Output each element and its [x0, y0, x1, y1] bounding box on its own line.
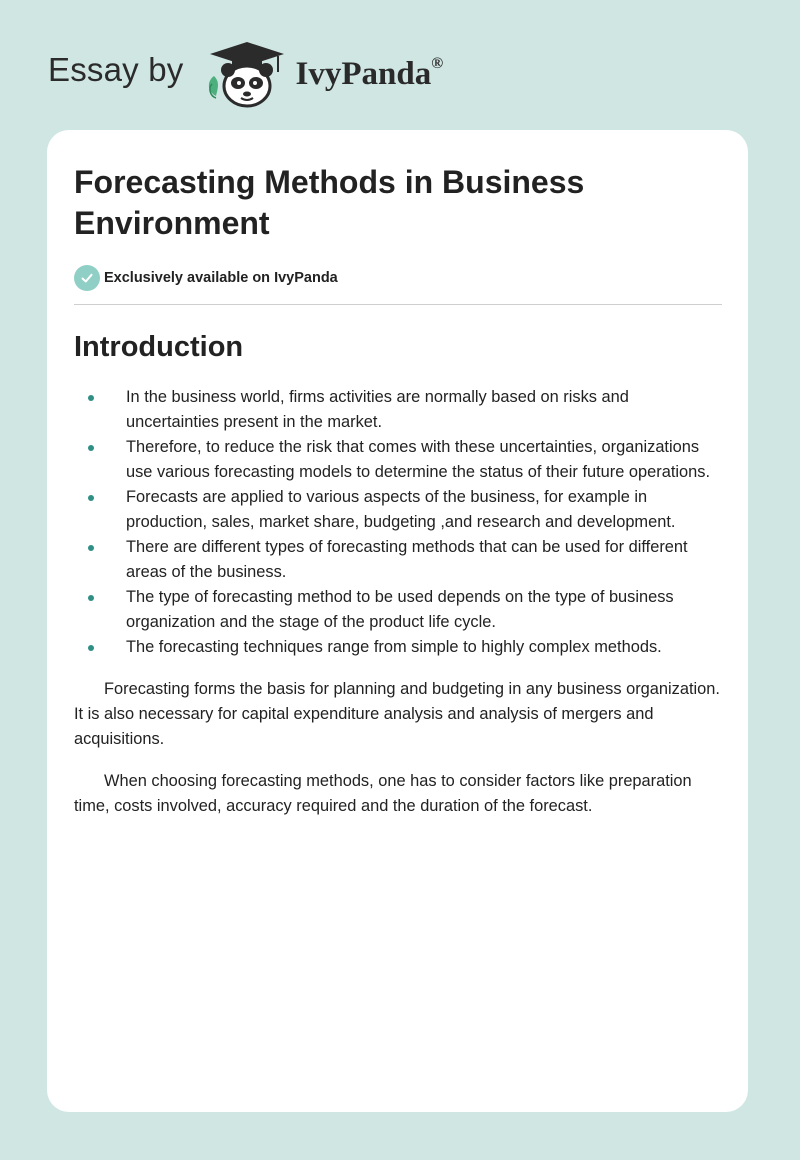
bullet-dot-icon	[88, 395, 94, 401]
registered-mark: ®	[431, 54, 444, 72]
section-heading: Introduction	[74, 331, 244, 363]
list-item	[74, 585, 722, 635]
essay-by-label: Essay by	[48, 51, 184, 88]
body-paragraph: When choosing forecasting methods, one has to consider factors like preparation time, costs involved, accuracy required and the duration of the forecast.	[74, 772, 692, 815]
bullet-dot-icon	[88, 445, 94, 451]
site-header	[48, 34, 443, 114]
list-item-text: There are different types of forecasting methods that can be used for different areas of the business.	[126, 538, 688, 581]
list-item	[74, 485, 722, 535]
bullet-dot-icon	[88, 495, 94, 501]
exclusive-badge	[74, 264, 722, 292]
bullet-list	[74, 385, 722, 660]
title-divider	[74, 304, 722, 305]
bullet-dot-icon	[88, 645, 94, 651]
bullet-dot-icon	[88, 595, 94, 601]
list-item	[74, 385, 722, 435]
list-item-text: The forecasting techniques range from simple to highly complex methods.	[126, 638, 662, 656]
essay-title: Forecasting Methods in Business Environment	[74, 164, 585, 241]
list-item-text: Therefore, to reduce the risk that comes with these uncertainties, organizations use various forecasting models to determine the status of their future operations.	[126, 438, 711, 481]
brand-name	[296, 56, 444, 93]
list-item-text: In the business world, firms activities are normally based on risks and uncertainties present in the market.	[126, 388, 629, 431]
ivypanda-logo-icon[interactable]	[202, 36, 292, 112]
essay-content	[74, 162, 722, 819]
list-item-text: The type of forecasting method to be used depends on the type of business organization and the stage of the product life cycle.	[126, 588, 674, 631]
body-paragraph: Forecasting forms the basis for planning and budgeting in any business organization. It is also necessary for capital expenditure analysis and analysis of mergers and acquisitions.	[74, 680, 720, 748]
brand-text: IvyPanda	[295, 55, 432, 92]
list-item-text: Forecasts are applied to various aspects of the business, for example in production, sales, market share, budgeting ,and research and development.	[126, 488, 676, 531]
essay-card	[47, 130, 748, 1112]
bullet-dot-icon	[88, 545, 94, 551]
list-item	[74, 535, 722, 585]
list-item	[74, 635, 722, 660]
check-icon	[74, 265, 100, 291]
list-item	[74, 435, 722, 485]
exclusive-label: Exclusively available on IvyPanda	[104, 270, 338, 286]
